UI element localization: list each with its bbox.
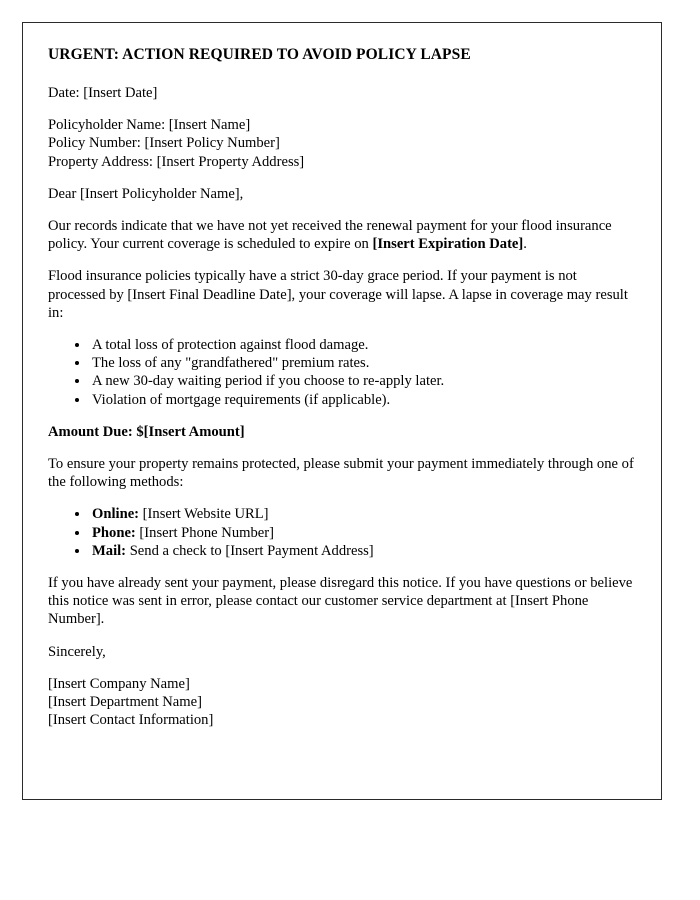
payment-method-value: Send a check to [Insert Payment Address]	[126, 542, 374, 559]
closing-line: Sincerely,	[48, 643, 106, 660]
paragraph-disregard: If you have already sent your payment, please disregard this notice. If you have questions or believe this notice was sent in error, please contact our customer service department at [Insert Phone Number].	[48, 575, 633, 628]
amount-due-line: Amount Due: $[Insert Amount]	[48, 423, 245, 440]
payment-method-value: [Insert Website URL]	[139, 506, 269, 523]
policyholder-name-line: Policyholder Name: [Insert Name]	[48, 117, 251, 134]
paragraph-records	[48, 217, 635, 253]
page-title: URGENT: ACTION REQUIRED TO AVOID POLICY LAPSE	[48, 46, 471, 63]
list-item: • The loss of any "grandfathered" premium rates.	[90, 354, 635, 372]
signature-block	[48, 675, 635, 730]
policy-number-line: Policy Number: [Insert Policy Number]	[48, 135, 280, 152]
payment-method-value: [Insert Phone Number]	[135, 524, 274, 541]
expiration-date-placeholder: [Insert Expiration Date]	[372, 236, 524, 253]
paragraph-records-period: .	[523, 236, 527, 253]
document-page	[22, 22, 662, 800]
payment-method-label: Phone:	[92, 524, 136, 541]
department-name-line: [Insert Department Name]	[48, 694, 202, 711]
paragraph-payment-methods-intro: To ensure your property remains protected, please submit your payment immediately through one of the following methods:	[48, 456, 634, 491]
list-item	[90, 524, 635, 542]
payment-methods-list	[48, 505, 635, 560]
date-line: Date: [Insert Date]	[48, 85, 158, 101]
property-address-line: Property Address: [Insert Property Address]	[48, 153, 305, 170]
document-body	[23, 23, 661, 729]
list-item	[90, 505, 635, 523]
salutation: Dear [Insert Policyholder Name],	[48, 185, 244, 202]
list-item: • A total loss of protection against flood damage.	[90, 336, 635, 354]
list-item	[90, 542, 635, 560]
payment-method-label: Mail:	[92, 542, 127, 559]
consequences-list	[48, 336, 635, 409]
payment-method-label: Online:	[92, 506, 140, 523]
recipient-details	[48, 116, 635, 171]
company-name-line: [Insert Company Name]	[48, 675, 190, 692]
list-item: • Violation of mortgage requirements (if applicable).	[90, 391, 635, 409]
paragraph-records-text: Our records indicate that we have not yet received the renewal payment for your flood insurance policy. Your current coverage is scheduled to expire on	[48, 218, 612, 253]
list-item: • A new 30-day waiting period if you choose to re-apply later.	[90, 372, 635, 390]
contact-information-line: [Insert Contact Information]	[48, 712, 214, 729]
paragraph-grace-period: Flood insurance policies typically have a strict 30-day grace period. If your payment is not processed by [Insert Final Deadline Date], your coverage will lapse. A lapse in coverage may result in:	[48, 268, 628, 321]
